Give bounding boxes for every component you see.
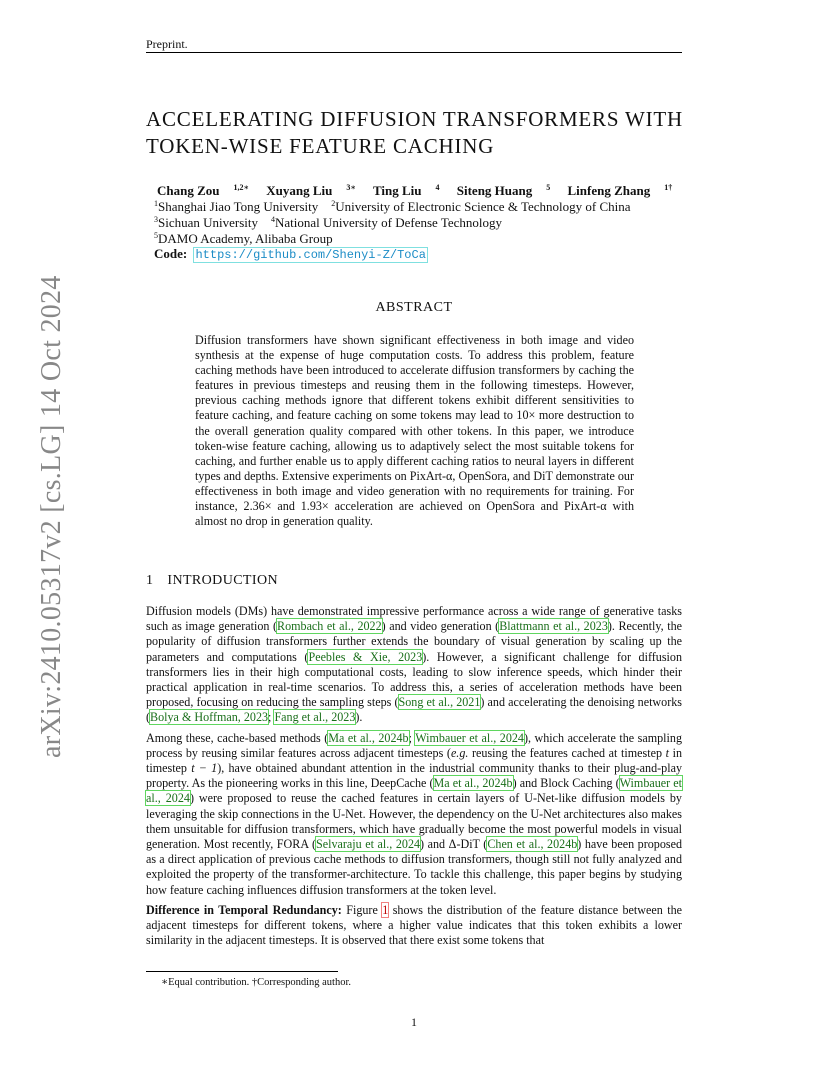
citation-link[interactable]: Wimbauer et al., 2024 bbox=[146, 776, 682, 806]
affiliation-line: $^3$Sichuan University $^4$National University of Defense Technology bbox=[154, 215, 503, 230]
citation-link[interactable]: Chen et al., 2024b bbox=[487, 837, 578, 852]
affiliation-line: $^1$Shanghai Jiao Tong University $^2$University of Electronic Science & Technology of China bbox=[154, 199, 631, 214]
figure-ref-link[interactable]: 1 bbox=[382, 902, 389, 917]
abstract-body: Diffusion transformers have shown significant effectiveness in both image and video synthesis at the expense of huge computation costs. To address this problem, feature caching methods have been introduced to accelerate diffusion transformers by caching the features in previous timesteps and reusing them in the following timesteps. However, previous caching methods ignore that different tokens exhibit different sensitivities to feature caching, and feature caching on some tokens may lead to 10× more destruction to the overall generation quality compared with other tokens. In this paper, we introduce token-wise feature caching, allowing us to adaptively select the most suitable tokens for caching, and further enable us to apply different caching ratios to neural layers in different types and depths. Extensive experiments on PixArt-α, OpenSora, and DiT demonstrate our effectiveness in both image and video generation with no requirements for training. For instance, 2.36× and 1.93× acceleration are achieved on OpenSora and PixArt-α with almost no drop in generation quality. bbox=[195, 333, 634, 529]
running-header: Preprint. bbox=[146, 37, 188, 51]
title-line-2: TOKEN-WISE FEATURE CACHING bbox=[146, 134, 495, 158]
title-line-1: ACCELERATING DIFFUSION TRANSFORMERS WITH bbox=[146, 107, 684, 131]
paper-title bbox=[146, 106, 706, 160]
code-link[interactable]: https://github.com/Shenyi-Z/ToCa bbox=[195, 248, 426, 262]
citation-link[interactable]: Ma et al., 2024b bbox=[328, 730, 409, 745]
citation-link[interactable]: Selvaraju et al., 2024 bbox=[315, 837, 421, 852]
header-rule bbox=[146, 52, 682, 53]
citation-link[interactable]: Peebles & Xie, 2023 bbox=[308, 649, 423, 664]
footnote-rule bbox=[146, 971, 338, 972]
citation-link[interactable]: Rombach et al., 2022 bbox=[277, 619, 382, 634]
author: Xuyang Liu $^{3∗}$ bbox=[266, 183, 356, 198]
citation-link[interactable]: Blattmann et al., 2023 bbox=[499, 619, 608, 634]
section-heading: 1 INTRODUCTION bbox=[146, 573, 278, 588]
citation-link[interactable]: Ma et al., 2024b bbox=[433, 776, 513, 791]
author: Chang Zou $^{1,2∗}$ bbox=[157, 183, 250, 198]
citation-link[interactable]: Fang et al., 2023 bbox=[274, 710, 356, 725]
paragraph: Diffusion models (DMs) have demonstrated impressive performance across a wide range of generative tasks such as image generation (Rombach et al., 2022) and video generation (Blattmann et al., 2023). Recently, the popularity of diffusion transformers further extends the boundary of visual generation by scaling up the parameters and computations (Peebles & Xie, 2023). However, a significant challenge for diffusion transformers lies in their high computational costs, leading to slow inference speeds, which hinder their practical application in real-time scenarios. To address this, a series of acceleration methods have been proposed, focusing on reducing the sampling steps (Song et al., 2021) and accelerating the denoising networks (Bolya & Hoffman, 2023; Fang et al., 2023). bbox=[146, 604, 683, 725]
abstract-heading: ABSTRACT bbox=[375, 300, 453, 315]
affiliation-line: $^5$DAMO Academy, Alibaba Group bbox=[154, 231, 333, 246]
introduction-body bbox=[146, 604, 682, 953]
author: Ting Liu $^4$ bbox=[372, 183, 440, 198]
code-label: Code: bbox=[154, 246, 188, 261]
arxiv-stamp: arXiv:2410.05317v2 [cs.LG] 14 Oct 2024 bbox=[36, 275, 67, 758]
page-number: 1 bbox=[411, 1015, 417, 1029]
paragraph: Among these, cache-based methods (Ma et al., 2024b; Wimbauer et al., 2024), which accelerate the sampling process by reusing similar features across adjacent timesteps (e.g. reusing the features cached at timestep t in timestep t − 1), have obtained abundant attention in the industrial community thanks to their plug-and-play property. As the pioneering works in this line, DeepCache (Ma et al., 2024b) and Block Caching (Wimbauer et al., 2024) were proposed to reuse the cached features in certain layers of U-Net-like diffusion models by leveraging the skip connections in the U-Net. However, the dependency on the U-Net architectures also makes them unsuitable for diffusion transformers, which have gradually become the most powerful models in visual generation. Most recently, FORA (Selvaraju et al., 2024) and Δ-DiT (Chen et al., 2024b) have been proposed as a direct application of previous cache methods to diffusion transformers, though still not fully analyzed and exploited the property of the transformer-architecture. To tackle this challenge, this paper begins by studying how feature caching influences diffusion transformers at the token level. bbox=[146, 730, 683, 897]
citation-link[interactable]: Bolya & Hoffman, 2023 bbox=[150, 710, 269, 725]
citation-link[interactable]: Song et al., 2021 bbox=[398, 695, 481, 710]
author: Linfeng Zhang $^{1\dagger}$ bbox=[567, 183, 673, 198]
footnote: ∗Equal contribution. †Corresponding author. bbox=[161, 977, 351, 988]
author-list bbox=[157, 183, 686, 199]
citation-link[interactable]: Wimbauer et al., 2024 bbox=[415, 730, 524, 745]
author: Siteng Huang $^5$ bbox=[456, 183, 551, 198]
code-line bbox=[154, 246, 427, 262]
paragraph: Difference in Temporal Redundancy: Figure 1 shows the distribution of the feature distance between the adjacent timesteps for different tokens, where a higher value indicates that this token exhibits a lower similarity in the adjacent timesteps. It is observed that there exist some tokens that bbox=[146, 902, 682, 948]
